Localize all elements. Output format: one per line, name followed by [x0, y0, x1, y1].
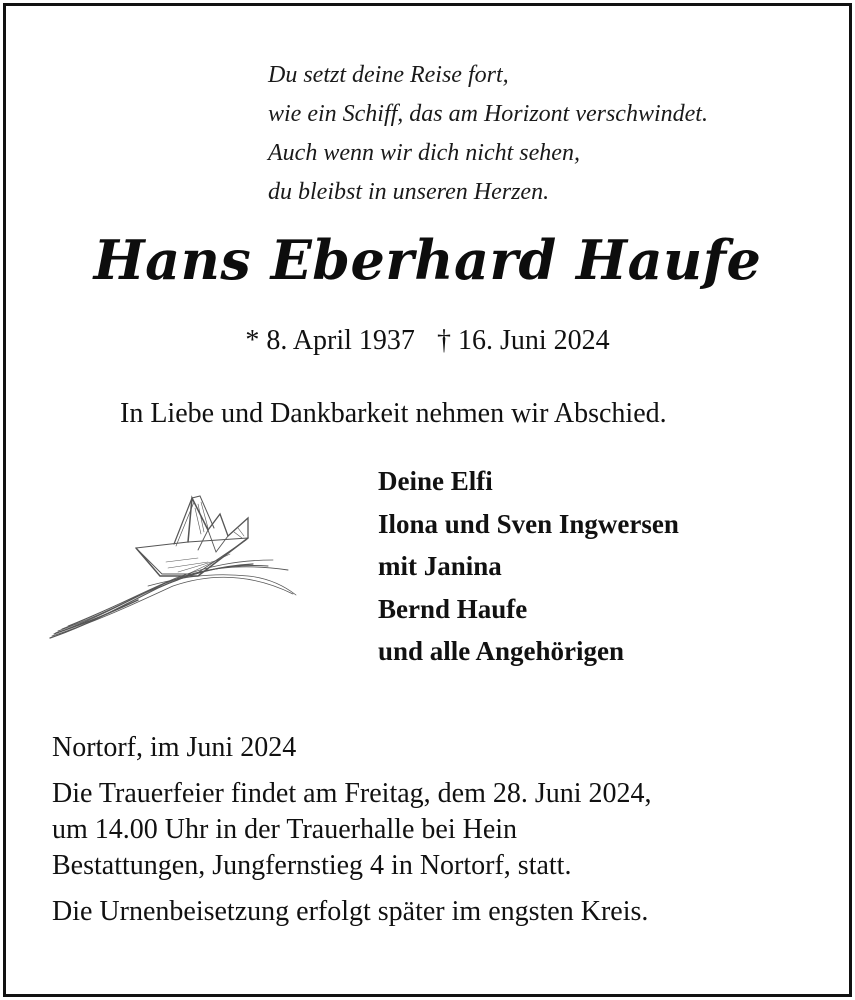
paper-boat-icon — [48, 490, 298, 640]
poem-line: Auch wenn wir dich nicht sehen, — [268, 140, 580, 166]
mourners-list — [378, 460, 679, 673]
birth-date: * 8. April 1937 — [245, 325, 415, 356]
mourner: Deine Elfi — [378, 466, 493, 496]
ceremony-line: Die Trauerfeier findet am Freitag, dem 28. Juni 2024, — [52, 778, 652, 809]
burial-info: Die Urnenbeisetzung erfolgt später im engsten Kreis. — [52, 896, 649, 927]
mourner: Bernd Haufe — [378, 593, 528, 624]
mourner: Ilona und Sven Ingwersen — [378, 508, 679, 539]
life-dates — [0, 325, 855, 357]
poem-line: wie ein Schiff, das am Horizont verschwindet. — [268, 101, 708, 127]
poem-line: du bleibst in unseren Herzen. — [268, 179, 550, 205]
farewell-text: In Liebe und Dankbarkeit nehmen wir Abschied. — [120, 398, 667, 429]
ceremony-line: um 14.00 Uhr in der Trauerhalle bei Hein — [52, 814, 518, 845]
mourner: und alle Angehörigen — [378, 636, 625, 666]
place-date: Nortorf, im Juni 2024 — [52, 732, 297, 763]
mourner: mit Janina — [378, 551, 502, 581]
ceremony-info — [52, 776, 822, 884]
poem-line: Du setzt deine Reise fort, — [268, 62, 509, 88]
death-date: † 16. Juni 2024 — [436, 325, 610, 356]
footer-info — [52, 730, 822, 930]
poem — [268, 56, 708, 212]
ceremony-line: Bestattungen, Jungfernstieg 4 in Nortorf, statt. — [52, 850, 572, 881]
deceased-name: Hans Eberhard Haufe — [93, 228, 762, 292]
